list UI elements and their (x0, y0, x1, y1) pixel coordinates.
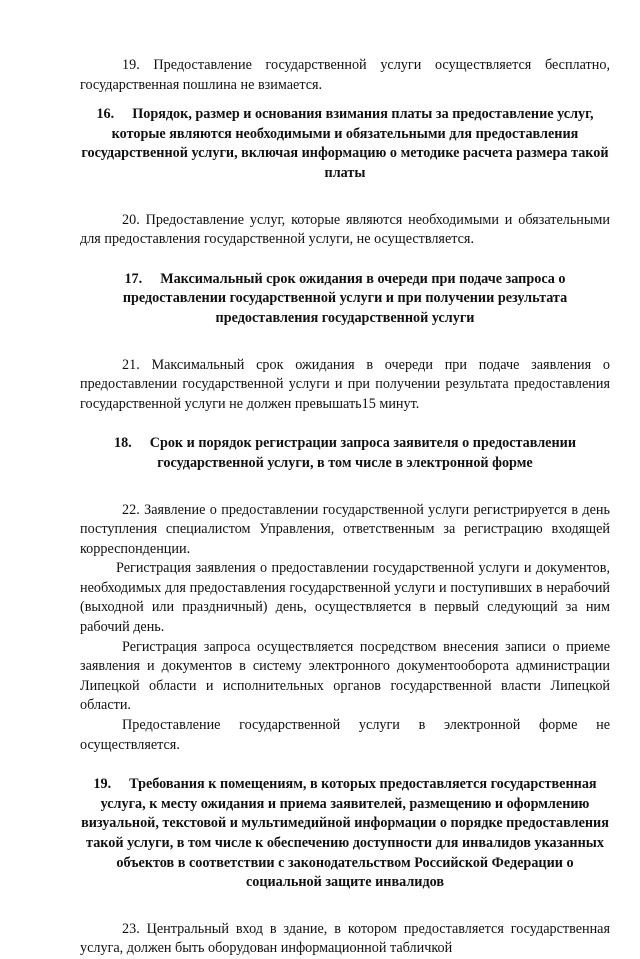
section-heading-19 (80, 775, 610, 893)
document-page (80, 56, 610, 959)
heading-number: 17. (124, 270, 143, 287)
heading-text: Срок и порядок регистрации запроса заявителя о предоставлении государственной услуги, в том числе в электронной форме (149, 435, 577, 471)
paragraph-23: 23. Центральный вход в здание, в котором предоставляется государственная услуга, должен быть оборудован информационной табличкой (80, 920, 610, 957)
heading-number: 18. (113, 435, 132, 452)
paragraph-19: 19. Предоставление государственной услуги осуществляется бесплатно, государственная пошлина не взимается. (80, 57, 610, 93)
heading-text: Порядок, размер и основания взимания платы за предоставление услуг, которые являются необходимыми и обязательными для предоставления государственной услуги, включая информацию о методике расчета размера такой платы (81, 106, 609, 181)
paragraph-22: 22. Заявление о предоставлении государственной услуги регистрируется в день поступления специалистом Управления, ответственным за регистрацию входящей корреспонденции. (80, 501, 610, 557)
section-heading-17 (80, 270, 610, 329)
paragraph-22-request: Регистрация запроса осуществляется посредством внесения записи о приеме заявления и документов в систему электронного документооборота администрации Липецкой области и исполнительных органов государственной власти Липецкой области. (80, 638, 610, 714)
paragraph-21: 21. Максимальный срок ожидания в очереди при подаче заявления о предоставлении государственной услуги и при получении результата предоставления государственной услуги не должен превышать15 минут. (80, 356, 610, 412)
paragraph-20: 20. Предоставление услуг, которые являются необходимыми и обязательными для предоставления государственной услуги, не осуществляется. (80, 211, 610, 248)
heading-number: 19. (93, 776, 112, 793)
heading-text: Требования к помещениям, в которых предоставляется государственная услуга, к месту ожидания и приема заявителей, размещению и оформлению визуальной, текстовой и мультимедийной информации о порядке предоставления такой услуги, в том числе к обеспечению доступности для инвалидов указанных объектов в соответствии с законодательством Российской Федерации о социальной защите инвалидов (81, 776, 609, 891)
paragraph-22-electronic: Предоставление государственной услуги в электронной форме не осуществляется. (80, 717, 610, 753)
heading-number: 16. (96, 106, 115, 123)
section-heading-18 (80, 434, 610, 473)
heading-text: Максимальный срок ожидания в очереди при подаче запроса о предоставлении государственной услуги и при получении результата предоставления государственной услуги (122, 270, 568, 326)
section-heading-16 (80, 105, 610, 183)
paragraph-22-registration: Регистрация заявления о предоставлении государственной услуги и документов, необходимых для предоставления государственной услуги и поступивших в нерабочий (выходной или праздничный) день, осуществляется в первый следующий за ним рабочий день. (80, 560, 610, 636)
